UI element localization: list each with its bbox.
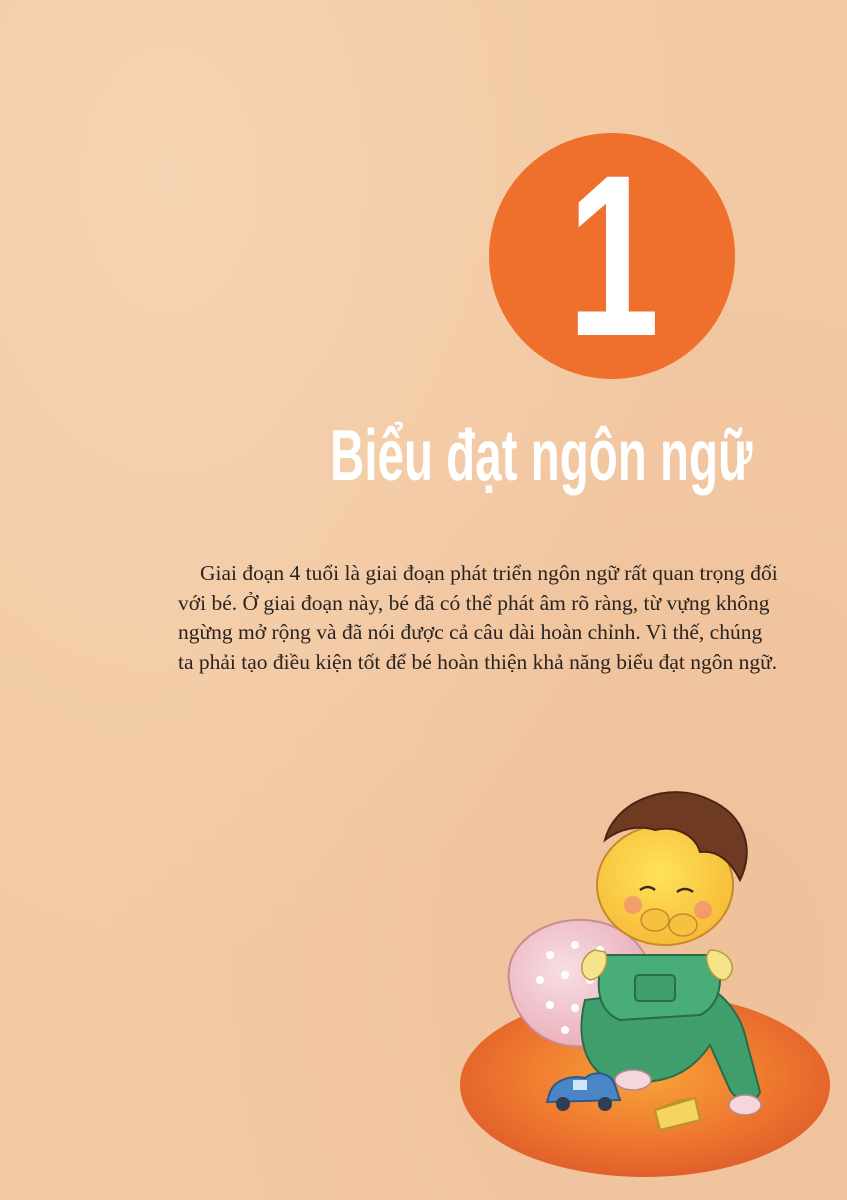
boy-head: [597, 792, 747, 945]
chapter-number: 1: [567, 127, 657, 384]
intro-paragraph: Giai đoạn 4 tuổi là giai đoạn phát triển ngôn ngữ rất quan trọng đối với bé. Ở giai đoạn này, bé đã có thể phát âm rõ ràng, từ vựng không ngừng mở rộng và đã nói được cả câu dài hoàn chỉnh. Vì thế, chúng ta phải tạo điều kiện tốt để bé hoàn thiện khả năng biểu đạt ngôn ngữ.: [178, 561, 778, 674]
chapter-number-badge: [489, 127, 735, 384]
chapter-title: Biểu đạt ngôn ngữ: [330, 416, 753, 496]
boy-illustration: [455, 780, 847, 1180]
